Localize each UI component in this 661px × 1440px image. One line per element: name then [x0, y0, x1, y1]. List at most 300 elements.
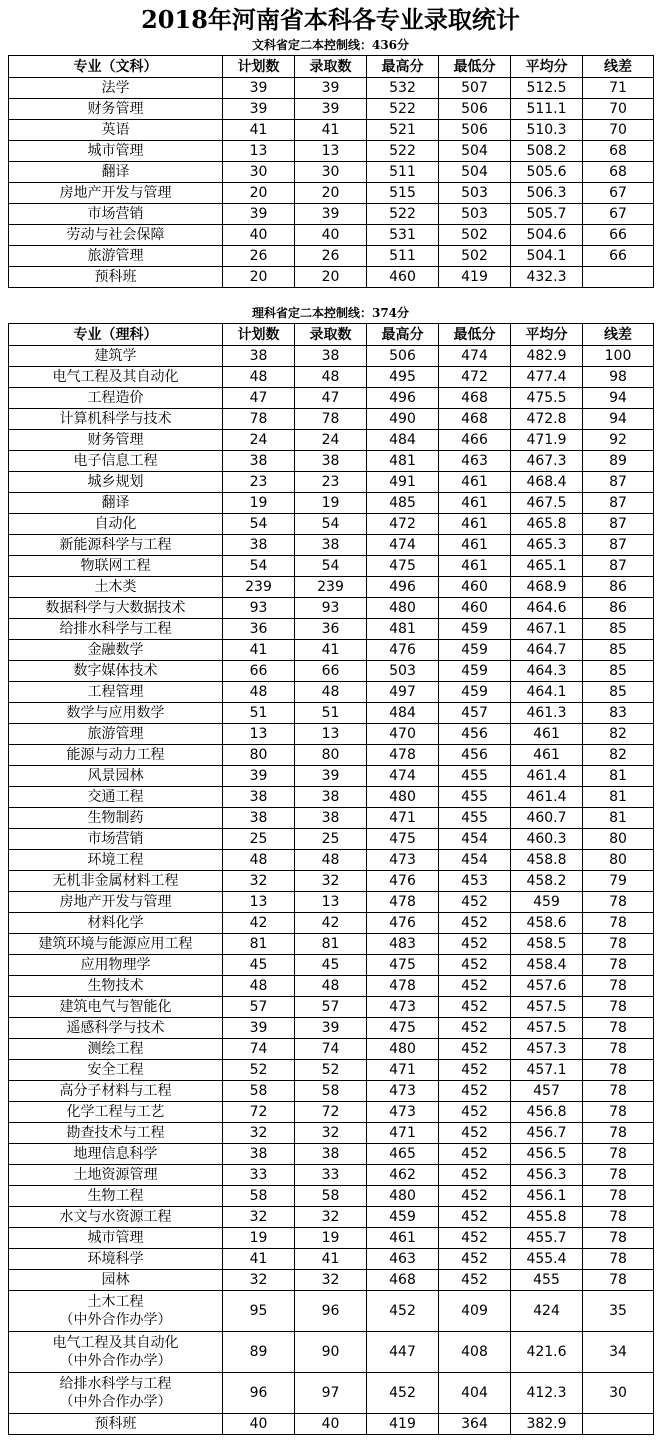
cell-line-difference: 70	[583, 120, 654, 141]
cell-line-difference: 82	[583, 724, 654, 745]
cell-plan-count: 41	[223, 120, 295, 141]
cell-line-difference: 85	[583, 619, 654, 640]
cell-line-difference: 78	[583, 892, 654, 913]
table-row	[9, 1039, 654, 1060]
table-row	[9, 997, 654, 1018]
cell-average-score: 465.8	[511, 514, 583, 535]
cell-average-score: 504.6	[511, 225, 583, 246]
cell-highest-score: 475	[367, 829, 439, 850]
cell-major: 建筑学	[9, 346, 223, 367]
table-row	[9, 99, 654, 120]
cell-major: 水文与水资源工程	[9, 1207, 223, 1228]
cell-plan-count: 32	[223, 1123, 295, 1144]
cell-plan-count: 20	[223, 267, 295, 288]
cell-highest-score: 468	[367, 1270, 439, 1291]
cell-average-score: 458.2	[511, 871, 583, 892]
cell-admitted-count: 38	[295, 808, 367, 829]
cell-major: 建筑环境与能源应用工程	[9, 934, 223, 955]
cell-plan-count: 38	[223, 535, 295, 556]
cell-lowest-score: 452	[439, 1144, 511, 1165]
cell-admitted-count: 39	[295, 204, 367, 225]
table-row	[9, 1207, 654, 1228]
cell-lowest-score: 364	[439, 1414, 511, 1435]
cell-highest-score: 481	[367, 451, 439, 472]
cell-line-difference: 78	[583, 1270, 654, 1291]
table-row	[9, 871, 654, 892]
cell-line-difference: 86	[583, 577, 654, 598]
cell-admitted-count: 33	[295, 1165, 367, 1186]
cell-major: 旅游管理	[9, 246, 223, 267]
cell-admitted-count: 90	[295, 1332, 367, 1373]
cell-major: 园林	[9, 1270, 223, 1291]
header-highest-score: 最高分	[367, 56, 439, 78]
cell-admitted-count: 58	[295, 1081, 367, 1102]
cell-lowest-score: 452	[439, 1270, 511, 1291]
table-row	[9, 703, 654, 724]
cell-plan-count: 81	[223, 934, 295, 955]
cell-admitted-count: 54	[295, 556, 367, 577]
cell-lowest-score: 454	[439, 850, 511, 871]
cell-highest-score: 478	[367, 976, 439, 997]
cell-admitted-count: 48	[295, 850, 367, 871]
cell-highest-score: 471	[367, 808, 439, 829]
table-row	[9, 640, 654, 661]
cell-plan-count: 239	[223, 577, 295, 598]
cell-major: 金融数学	[9, 640, 223, 661]
cell-line-difference: 85	[583, 640, 654, 661]
cell-lowest-score: 408	[439, 1332, 511, 1373]
cell-plan-count: 96	[223, 1373, 295, 1414]
table-row	[9, 598, 654, 619]
cell-line-difference: 80	[583, 850, 654, 871]
cell-admitted-count: 57	[295, 997, 367, 1018]
table-row	[9, 120, 654, 141]
cell-plan-count: 54	[223, 556, 295, 577]
cell-line-difference: 78	[583, 1081, 654, 1102]
cell-plan-count: 41	[223, 640, 295, 661]
cell-plan-count: 57	[223, 997, 295, 1018]
cell-lowest-score: 455	[439, 766, 511, 787]
cell-average-score: 464.7	[511, 640, 583, 661]
cell-highest-score: 480	[367, 787, 439, 808]
cell-major: 财务管理	[9, 99, 223, 120]
cell-major: 给排水科学与工程 （中外合作办学）	[9, 1373, 223, 1414]
cell-highest-score: 476	[367, 871, 439, 892]
cell-average-score: 508.2	[511, 141, 583, 162]
cell-average-score: 457	[511, 1081, 583, 1102]
table-row	[9, 162, 654, 183]
cell-admitted-count: 13	[295, 141, 367, 162]
cell-admitted-count: 93	[295, 598, 367, 619]
cell-lowest-score: 468	[439, 409, 511, 430]
cell-plan-count: 42	[223, 913, 295, 934]
cell-plan-count: 66	[223, 661, 295, 682]
cell-lowest-score: 452	[439, 976, 511, 997]
cell-plan-count: 54	[223, 514, 295, 535]
cell-line-difference: 66	[583, 246, 654, 267]
cell-lowest-score: 452	[439, 1249, 511, 1270]
cell-major: 建筑电气与智能化	[9, 997, 223, 1018]
cell-highest-score: 522	[367, 204, 439, 225]
cell-average-score: 461.3	[511, 703, 583, 724]
cell-average-score: 455.8	[511, 1207, 583, 1228]
cell-major: 新能源科学与工程	[9, 535, 223, 556]
header-average-score: 平均分	[511, 56, 583, 78]
cell-line-difference: 66	[583, 225, 654, 246]
cell-plan-count: 48	[223, 850, 295, 871]
table-row	[9, 1228, 654, 1249]
cell-admitted-count: 38	[295, 535, 367, 556]
cell-plan-count: 13	[223, 724, 295, 745]
cell-highest-score: 521	[367, 120, 439, 141]
table-row	[9, 1165, 654, 1186]
cell-major: 英语	[9, 120, 223, 141]
cell-lowest-score: 460	[439, 598, 511, 619]
cell-highest-score: 475	[367, 1018, 439, 1039]
cell-line-difference: 98	[583, 367, 654, 388]
cell-admitted-count: 38	[295, 1144, 367, 1165]
cell-average-score: 468.9	[511, 577, 583, 598]
cell-lowest-score: 468	[439, 388, 511, 409]
table-row	[9, 409, 654, 430]
cell-admitted-count: 40	[295, 225, 367, 246]
cell-highest-score: 522	[367, 99, 439, 120]
cell-lowest-score: 472	[439, 367, 511, 388]
cell-admitted-count: 66	[295, 661, 367, 682]
cell-average-score: 467.5	[511, 493, 583, 514]
cell-lowest-score: 409	[439, 1291, 511, 1332]
cell-line-difference: 68	[583, 141, 654, 162]
cell-average-score: 475.5	[511, 388, 583, 409]
cell-admitted-count: 38	[295, 346, 367, 367]
table-row	[9, 367, 654, 388]
cell-lowest-score: 455	[439, 787, 511, 808]
cell-plan-count: 24	[223, 430, 295, 451]
cell-major: 电子信息工程	[9, 451, 223, 472]
cell-average-score: 457.3	[511, 1039, 583, 1060]
cell-plan-count: 48	[223, 976, 295, 997]
cell-highest-score: 475	[367, 556, 439, 577]
table-row	[9, 577, 654, 598]
cell-plan-count: 30	[223, 162, 295, 183]
table-row	[9, 1270, 654, 1291]
cell-average-score: 461.4	[511, 766, 583, 787]
science-control-line: 理科省定二本控制线：374分	[251, 306, 410, 320]
table-row	[9, 246, 654, 267]
cell-major: 电气工程及其自动化	[9, 367, 223, 388]
table-row	[9, 892, 654, 913]
cell-lowest-score: 503	[439, 204, 511, 225]
cell-highest-score: 471	[367, 1123, 439, 1144]
cell-line-difference: 78	[583, 1228, 654, 1249]
cell-major: 土木类	[9, 577, 223, 598]
cell-lowest-score: 502	[439, 225, 511, 246]
table-row	[9, 1018, 654, 1039]
cell-highest-score: 474	[367, 766, 439, 787]
cell-highest-score: 531	[367, 225, 439, 246]
cell-lowest-score: 460	[439, 577, 511, 598]
cell-highest-score: 511	[367, 246, 439, 267]
cell-major: 生物制药	[9, 808, 223, 829]
cell-highest-score: 532	[367, 78, 439, 99]
cell-average-score: 421.6	[511, 1332, 583, 1373]
header-major: 专业（理科）	[9, 324, 223, 346]
cell-line-difference: 87	[583, 472, 654, 493]
cell-admitted-count: 20	[295, 267, 367, 288]
cell-plan-count: 36	[223, 619, 295, 640]
cell-lowest-score: 507	[439, 78, 511, 99]
cell-line-difference: 67	[583, 204, 654, 225]
cell-highest-score: 459	[367, 1207, 439, 1228]
cell-plan-count: 32	[223, 871, 295, 892]
cell-lowest-score: 452	[439, 1039, 511, 1060]
cell-highest-score: 460	[367, 267, 439, 288]
cell-admitted-count: 58	[295, 1186, 367, 1207]
cell-plan-count: 40	[223, 1414, 295, 1435]
cell-plan-count: 39	[223, 78, 295, 99]
cell-average-score: 467.1	[511, 619, 583, 640]
cell-lowest-score: 456	[439, 724, 511, 745]
table-row	[9, 141, 654, 162]
cell-major: 数学与应用数学	[9, 703, 223, 724]
table-row	[9, 976, 654, 997]
cell-line-difference: 78	[583, 1186, 654, 1207]
table-row	[9, 1060, 654, 1081]
header-line-difference: 线差	[583, 56, 654, 78]
cell-lowest-score: 452	[439, 1102, 511, 1123]
table-row	[9, 1144, 654, 1165]
cell-average-score: 506.3	[511, 183, 583, 204]
cell-average-score: 432.3	[511, 267, 583, 288]
cell-highest-score: 470	[367, 724, 439, 745]
cell-highest-score: 480	[367, 1039, 439, 1060]
cell-average-score: 455	[511, 1270, 583, 1291]
cell-highest-score: 452	[367, 1373, 439, 1414]
cell-line-difference: 30	[583, 1373, 654, 1414]
cell-admitted-count: 51	[295, 703, 367, 724]
cell-major: 法学	[9, 78, 223, 99]
cell-line-difference: 94	[583, 409, 654, 430]
cell-major: 高分子材料与工程	[9, 1081, 223, 1102]
cell-plan-count: 52	[223, 1060, 295, 1081]
cell-line-difference: 34	[583, 1332, 654, 1373]
cell-average-score: 412.3	[511, 1373, 583, 1414]
cell-admitted-count: 48	[295, 976, 367, 997]
cell-line-difference: 83	[583, 703, 654, 724]
cell-major: 测绘工程	[9, 1039, 223, 1060]
header-admitted-count: 录取数	[295, 324, 367, 346]
cell-highest-score: 472	[367, 514, 439, 535]
table-row	[9, 745, 654, 766]
cell-highest-score: 522	[367, 141, 439, 162]
cell-average-score: 511.1	[511, 99, 583, 120]
cell-lowest-score: 456	[439, 745, 511, 766]
cell-admitted-count: 54	[295, 514, 367, 535]
cell-line-difference: 81	[583, 766, 654, 787]
cell-major: 预科班	[9, 267, 223, 288]
cell-highest-score: 480	[367, 1186, 439, 1207]
cell-average-score: 464.3	[511, 661, 583, 682]
cell-plan-count: 13	[223, 892, 295, 913]
cell-average-score: 472.8	[511, 409, 583, 430]
cell-line-difference	[583, 267, 654, 288]
cell-admitted-count: 97	[295, 1373, 367, 1414]
cell-lowest-score: 461	[439, 493, 511, 514]
cell-plan-count: 39	[223, 99, 295, 120]
cell-plan-count: 33	[223, 1165, 295, 1186]
cell-average-score: 457.6	[511, 976, 583, 997]
cell-admitted-count: 52	[295, 1060, 367, 1081]
table-row	[9, 1291, 654, 1332]
cell-admitted-count: 39	[295, 1018, 367, 1039]
cell-lowest-score: 452	[439, 934, 511, 955]
cell-major: 生物技术	[9, 976, 223, 997]
cell-average-score: 424	[511, 1291, 583, 1332]
cell-plan-count: 48	[223, 367, 295, 388]
table-header-row	[9, 324, 654, 346]
cell-admitted-count: 32	[295, 1123, 367, 1144]
cell-major: 环境科学	[9, 1249, 223, 1270]
cell-average-score: 457.5	[511, 997, 583, 1018]
cell-average-score: 457.5	[511, 1018, 583, 1039]
table-row	[9, 1249, 654, 1270]
cell-admitted-count: 96	[295, 1291, 367, 1332]
cell-average-score: 456.8	[511, 1102, 583, 1123]
cell-average-score: 458.6	[511, 913, 583, 934]
cell-admitted-count: 72	[295, 1102, 367, 1123]
cell-major: 应用物理学	[9, 955, 223, 976]
cell-plan-count: 38	[223, 787, 295, 808]
cell-average-score: 505.6	[511, 162, 583, 183]
cell-major: 劳动与社会保障	[9, 225, 223, 246]
cell-average-score: 458.4	[511, 955, 583, 976]
cell-highest-score: 447	[367, 1332, 439, 1373]
cell-lowest-score: 404	[439, 1373, 511, 1414]
cell-lowest-score: 461	[439, 535, 511, 556]
cell-line-difference: 78	[583, 1060, 654, 1081]
cell-major: 交通工程	[9, 787, 223, 808]
table-row	[9, 388, 654, 409]
cell-line-difference: 80	[583, 829, 654, 850]
cell-highest-score: 419	[367, 1414, 439, 1435]
cell-major: 财务管理	[9, 430, 223, 451]
table-row	[9, 1373, 654, 1414]
cell-line-difference: 81	[583, 787, 654, 808]
cell-plan-count: 26	[223, 246, 295, 267]
cell-line-difference: 35	[583, 1291, 654, 1332]
cell-average-score: 459	[511, 892, 583, 913]
cell-admitted-count: 30	[295, 162, 367, 183]
table-row	[9, 913, 654, 934]
cell-admitted-count: 48	[295, 682, 367, 703]
cell-admitted-count: 39	[295, 99, 367, 120]
cell-plan-count: 39	[223, 1018, 295, 1039]
table-row	[9, 850, 654, 871]
cell-major: 环境工程	[9, 850, 223, 871]
cell-major: 计算机科学与技术	[9, 409, 223, 430]
cell-admitted-count: 23	[295, 472, 367, 493]
cell-highest-score: 490	[367, 409, 439, 430]
cell-admitted-count: 19	[295, 493, 367, 514]
cell-plan-count: 45	[223, 955, 295, 976]
cell-admitted-count: 78	[295, 409, 367, 430]
cell-lowest-score: 452	[439, 1018, 511, 1039]
cell-line-difference: 78	[583, 997, 654, 1018]
cell-average-score: 457.1	[511, 1060, 583, 1081]
table-row	[9, 955, 654, 976]
cell-line-difference: 78	[583, 1144, 654, 1165]
cell-plan-count: 38	[223, 1144, 295, 1165]
cell-major: 市场营销	[9, 204, 223, 225]
cell-plan-count: 23	[223, 472, 295, 493]
cell-line-difference: 87	[583, 535, 654, 556]
cell-major: 土木工程 （中外合作办学）	[9, 1291, 223, 1332]
cell-average-score: 460.7	[511, 808, 583, 829]
cell-major: 工程管理	[9, 682, 223, 703]
cell-plan-count: 19	[223, 493, 295, 514]
cell-lowest-score: 459	[439, 661, 511, 682]
table-row	[9, 183, 654, 204]
table-row	[9, 430, 654, 451]
cell-average-score: 461.4	[511, 787, 583, 808]
cell-lowest-score: 452	[439, 892, 511, 913]
cell-major: 勘查技术与工程	[9, 1123, 223, 1144]
cell-major: 无机非金属材料工程	[9, 871, 223, 892]
cell-lowest-score: 459	[439, 640, 511, 661]
cell-line-difference: 68	[583, 162, 654, 183]
cell-major: 物联网工程	[9, 556, 223, 577]
cell-average-score: 482.9	[511, 346, 583, 367]
cell-lowest-score: 506	[439, 99, 511, 120]
cell-admitted-count: 20	[295, 183, 367, 204]
cell-highest-score: 473	[367, 1081, 439, 1102]
cell-lowest-score: 463	[439, 451, 511, 472]
cell-lowest-score: 452	[439, 1228, 511, 1249]
cell-plan-count: 51	[223, 703, 295, 724]
cell-major: 电气工程及其自动化 （中外合作办学）	[9, 1332, 223, 1373]
cell-admitted-count: 239	[295, 577, 367, 598]
cell-plan-count: 39	[223, 204, 295, 225]
cell-line-difference: 87	[583, 556, 654, 577]
cell-average-score: 455.7	[511, 1228, 583, 1249]
cell-major: 工程造价	[9, 388, 223, 409]
header-admitted-count: 录取数	[295, 56, 367, 78]
cell-plan-count: 25	[223, 829, 295, 850]
cell-admitted-count: 47	[295, 388, 367, 409]
cell-highest-score: 465	[367, 1144, 439, 1165]
cell-highest-score: 475	[367, 955, 439, 976]
cell-highest-score: 471	[367, 1060, 439, 1081]
cell-average-score: 460.3	[511, 829, 583, 850]
table-row	[9, 535, 654, 556]
cell-major: 房地产开发与管理	[9, 892, 223, 913]
cell-admitted-count: 32	[295, 871, 367, 892]
cell-average-score: 505.7	[511, 204, 583, 225]
cell-plan-count: 78	[223, 409, 295, 430]
table-row	[9, 1081, 654, 1102]
header-lowest-score: 最低分	[439, 324, 511, 346]
cell-line-difference: 89	[583, 451, 654, 472]
cell-lowest-score: 474	[439, 346, 511, 367]
cell-plan-count: 74	[223, 1039, 295, 1060]
cell-line-difference: 79	[583, 871, 654, 892]
cell-line-difference: 78	[583, 976, 654, 997]
cell-plan-count: 80	[223, 745, 295, 766]
cell-major: 预科班	[9, 1414, 223, 1435]
header-highest-score: 最高分	[367, 324, 439, 346]
cell-average-score: 512.5	[511, 78, 583, 99]
cell-major: 翻译	[9, 162, 223, 183]
